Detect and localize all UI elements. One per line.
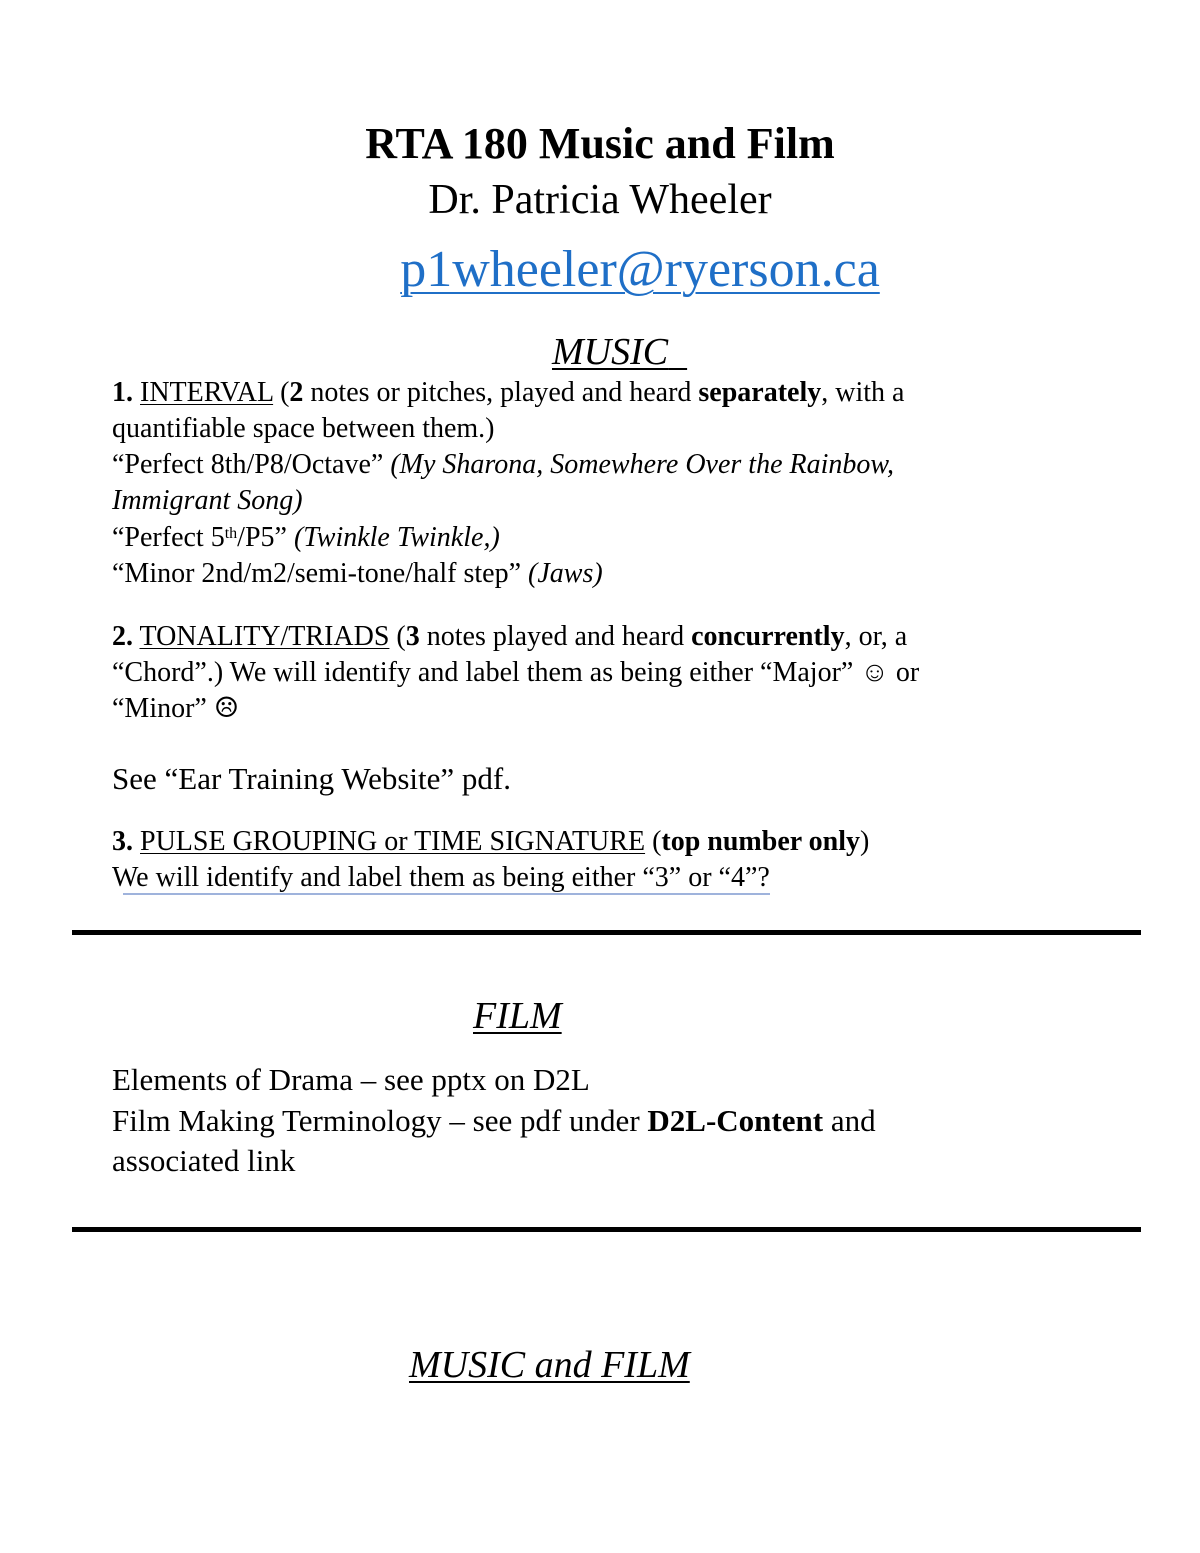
tonality-line-3: “Minor” ☹ xyxy=(112,693,239,724)
tonality-line-1: 2. TONALITY/TRIADS (3 notes played and heard concurrently, or, a xyxy=(112,621,908,652)
pulse-line-1: 3. PULSE GROUPING or TIME SIGNATURE (top number only) xyxy=(112,826,870,857)
tonality-term: TONALITY/TRIADS xyxy=(139,621,390,652)
interval-p5-line: “Perfect 5th/P5” (Twinkle Twinkle,) xyxy=(112,522,500,553)
interval-p8-songs-cont: Immigrant Song) xyxy=(112,485,303,516)
music-and-film-heading: MUSIC and FILM xyxy=(409,1344,690,1386)
music-heading xyxy=(552,330,687,374)
document-title: RTA 180 Music and Film xyxy=(365,119,835,168)
film-line-1: Elements of Drama – see pptx on D2L xyxy=(112,1062,590,1097)
interval-m2-line: “Minor 2nd/m2/semi-tone/half step” (Jaws) xyxy=(112,558,603,589)
film-line-3: associated link xyxy=(112,1143,296,1178)
interval-term: INTERVAL xyxy=(140,377,274,408)
spellcheck-underline xyxy=(123,893,770,895)
email-link[interactable]: p1wheeler@ryerson.ca xyxy=(400,241,880,298)
interval-p8-line: “Perfect 8th/P8/Octave” (My Sharona, Somewhere Over the Rainbow, xyxy=(112,449,894,480)
music-heading-text: MUSIC xyxy=(552,331,669,373)
pulse-term: PULSE GROUPING or TIME SIGNATURE xyxy=(140,826,646,857)
film-line-2: Film Making Terminology – see pdf under D2L-Content and xyxy=(112,1103,876,1138)
author-name: Dr. Patricia Wheeler xyxy=(428,177,772,223)
interval-line-1: 1. INTERVAL (2 notes or pitches, played and heard separately, with a xyxy=(112,377,905,408)
pulse-line-2: We will identify and label them as being either “3” or “4”? xyxy=(112,862,770,893)
tonality-line-2: “Chord”.) We will identify and label them as being either “Major” ☺ or xyxy=(112,657,920,688)
film-heading: FILM xyxy=(473,995,562,1037)
section-divider-2 xyxy=(72,1227,1141,1232)
interval-line-2: quantifiable space between them.) xyxy=(112,413,495,444)
section-divider-1 xyxy=(72,930,1141,935)
ear-training-note: See “Ear Training Website” pdf. xyxy=(112,761,511,796)
